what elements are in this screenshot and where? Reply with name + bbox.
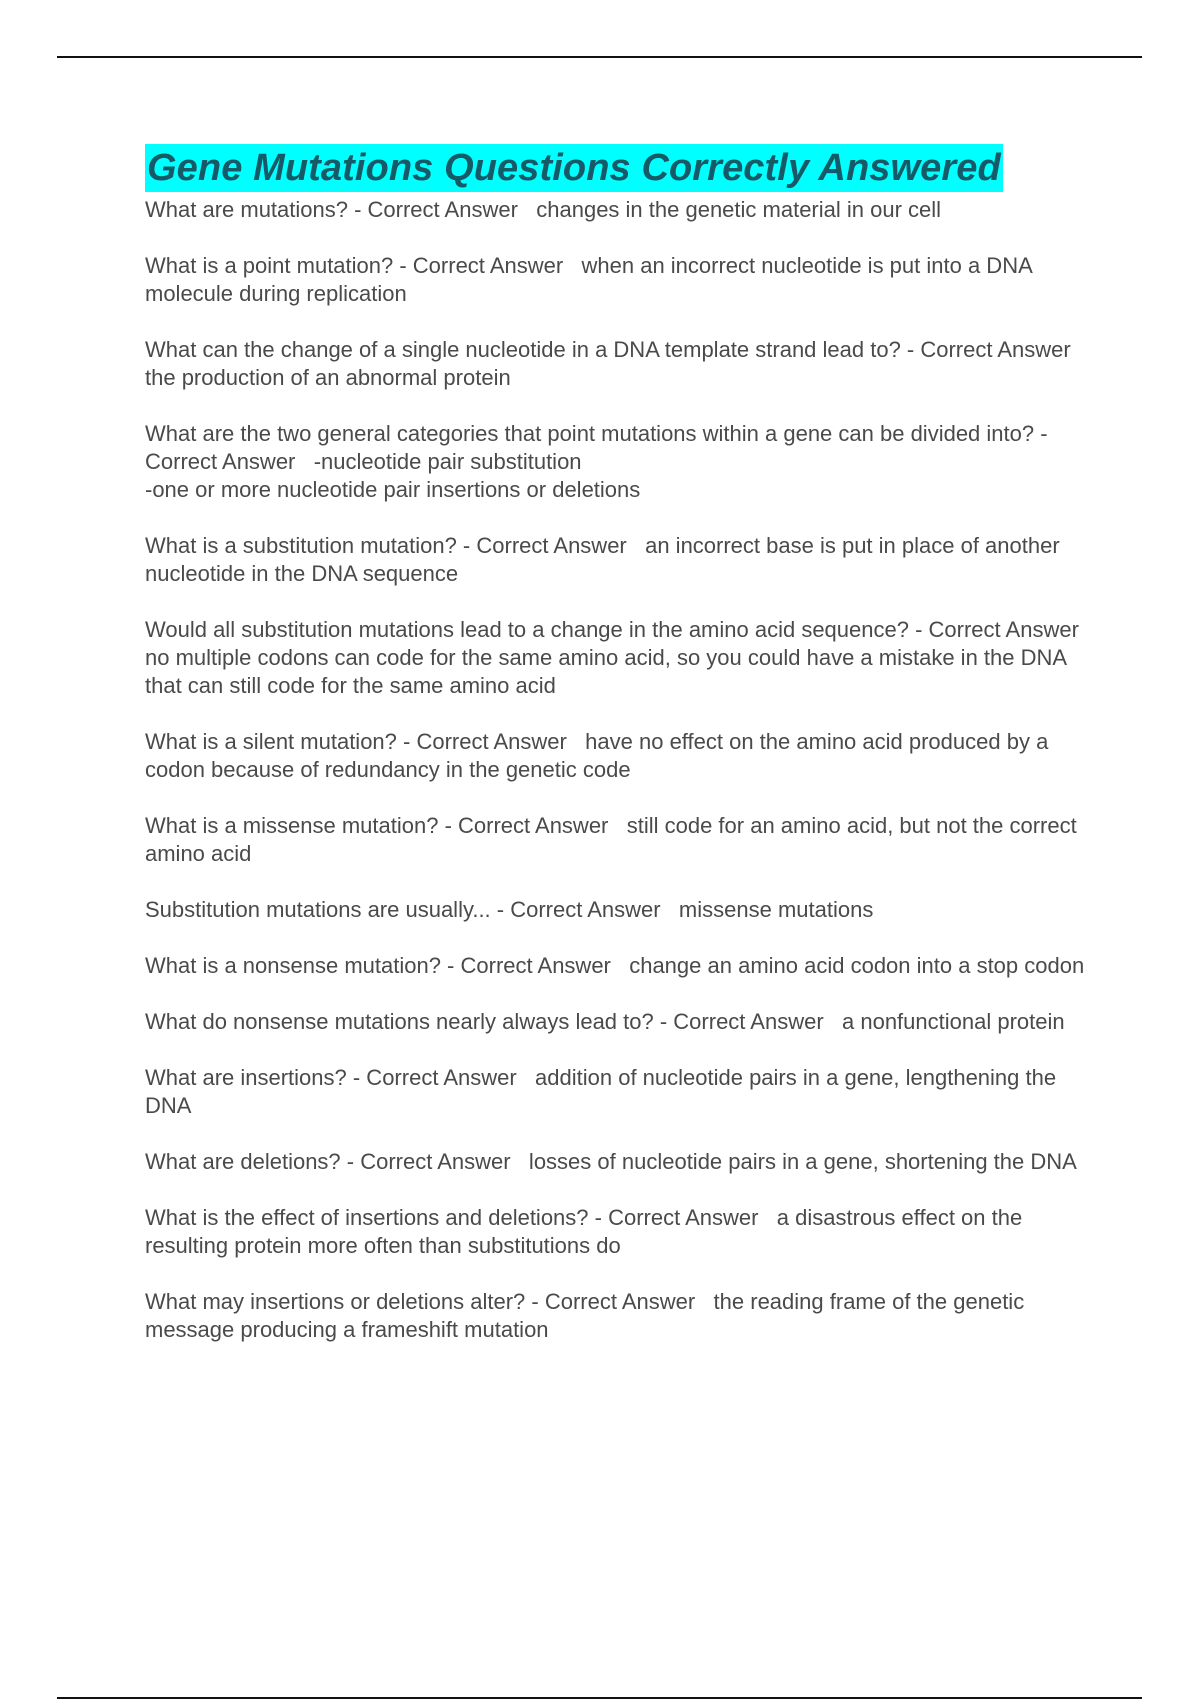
- document-body: [145, 144, 1098, 1372]
- qa-item: What may insertions or deletions alter? - Correct Answer the reading frame of the genetic message producing a frameshift mutation: [145, 1289, 1031, 1342]
- qa-item: What can the change of a single nucleotide in a DNA template strand lead to? - Correct Answer the production of an abnormal protein: [145, 337, 1090, 390]
- footer-rule: [57, 1697, 1142, 1699]
- document-title: Gene Mutations Questions Correctly Answered: [145, 144, 1003, 192]
- title-block: [145, 144, 1090, 192]
- qa-item: What is a substitution mutation? - Correct Answer an incorrect base is put in place of another nucleotide in the DNA sequence: [145, 533, 1066, 586]
- qa-item: What is a nonsense mutation? - Correct Answer change an amino acid codon into a stop codon: [145, 953, 1085, 978]
- qa-item: What do nonsense mutations nearly always lead to? - Correct Answer a nonfunctional protein: [145, 1009, 1065, 1034]
- qa-item: What are mutations? - Correct Answer changes in the genetic material in our cell: [145, 197, 942, 222]
- qa-item: What is a missense mutation? - Correct Answer still code for an amino acid, but not the correct amino acid: [145, 813, 1083, 866]
- header-rule: [57, 56, 1142, 58]
- qa-item: What is the effect of insertions and deletions? - Correct Answer a disastrous effect on the resulting protein more often than substitutions do: [145, 1205, 1029, 1258]
- qa-item: What are the two general categories that point mutations within a gene can be divided into? - Correct Answer -nucleotide pair substitution -one or more nucleotide pair insertions or deletions: [145, 421, 1048, 502]
- qa-item: What are insertions? - Correct Answer addition of nucleotide pairs in a gene, lengthening the DNA: [145, 1065, 1063, 1118]
- qa-item: What are deletions? - Correct Answer losses of nucleotide pairs in a gene, shortening the DNA: [145, 1149, 1077, 1174]
- qa-item: What is a point mutation? - Correct Answer when an incorrect nucleotide is put into a DNA molecule during replication: [145, 253, 1038, 306]
- qa-item: Would all substitution mutations lead to a change in the amino acid sequence? - Correct Answer no multiple codons can code for the same amino acid, so you could have a mistake in the DNA that can still code for the same amino acid: [145, 617, 1098, 698]
- qa-item: Substitution mutations are usually... - Correct Answer missense mutations: [145, 897, 874, 922]
- qa-item: What is a silent mutation? - Correct Answer have no effect on the amino acid produced by a codon because of redundancy in the genetic code: [145, 729, 1055, 782]
